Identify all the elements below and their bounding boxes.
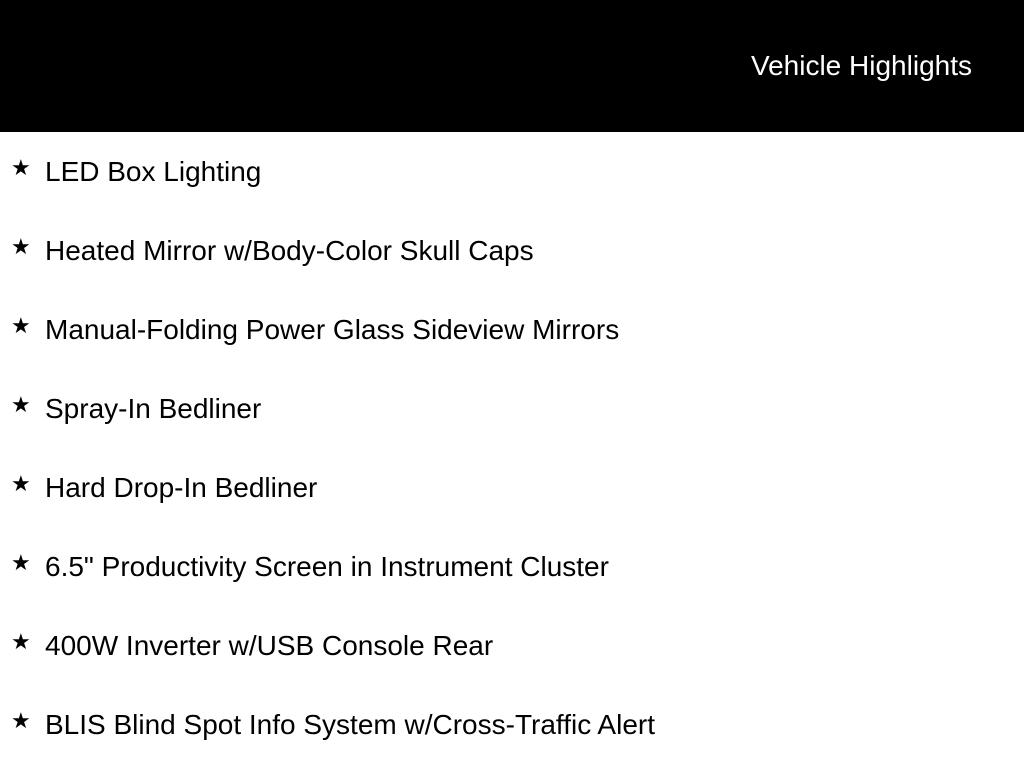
list-item (0, 211, 1024, 290)
star-icon: ★ (11, 708, 31, 733)
list-item (0, 132, 1024, 211)
list-item (0, 369, 1024, 448)
page-title: Vehicle Highlights (750, 50, 972, 81)
list-item (0, 527, 1024, 606)
star-icon: ★ (11, 471, 31, 496)
list-item (0, 606, 1024, 685)
list-item (0, 448, 1024, 527)
highlights-list (0, 132, 1024, 764)
star-icon: ★ (11, 550, 31, 575)
highlight-label: Hard Drop-In Bedliner (45, 472, 318, 503)
highlight-label: BLIS Blind Spot Info System w/Cross-Traffic Alert (45, 709, 655, 740)
highlight-label: 400W Inverter w/USB Console Rear (45, 630, 494, 661)
highlight-label: 6.5" Productivity Screen in Instrument Cluster (45, 551, 609, 582)
star-icon: ★ (11, 155, 31, 180)
highlight-label: Manual-Folding Power Glass Sideview Mirrors (45, 314, 620, 345)
highlight-label: Heated Mirror w/Body-Color Skull Caps (45, 235, 534, 266)
star-icon: ★ (11, 629, 31, 654)
highlight-label: LED Box Lighting (45, 156, 262, 187)
list-item (0, 290, 1024, 369)
star-icon: ★ (11, 234, 31, 259)
list-item (0, 685, 1024, 764)
header-bar (0, 0, 1024, 132)
star-icon: ★ (11, 313, 31, 338)
star-icon: ★ (11, 392, 31, 417)
highlight-label: Spray-In Bedliner (45, 393, 262, 424)
